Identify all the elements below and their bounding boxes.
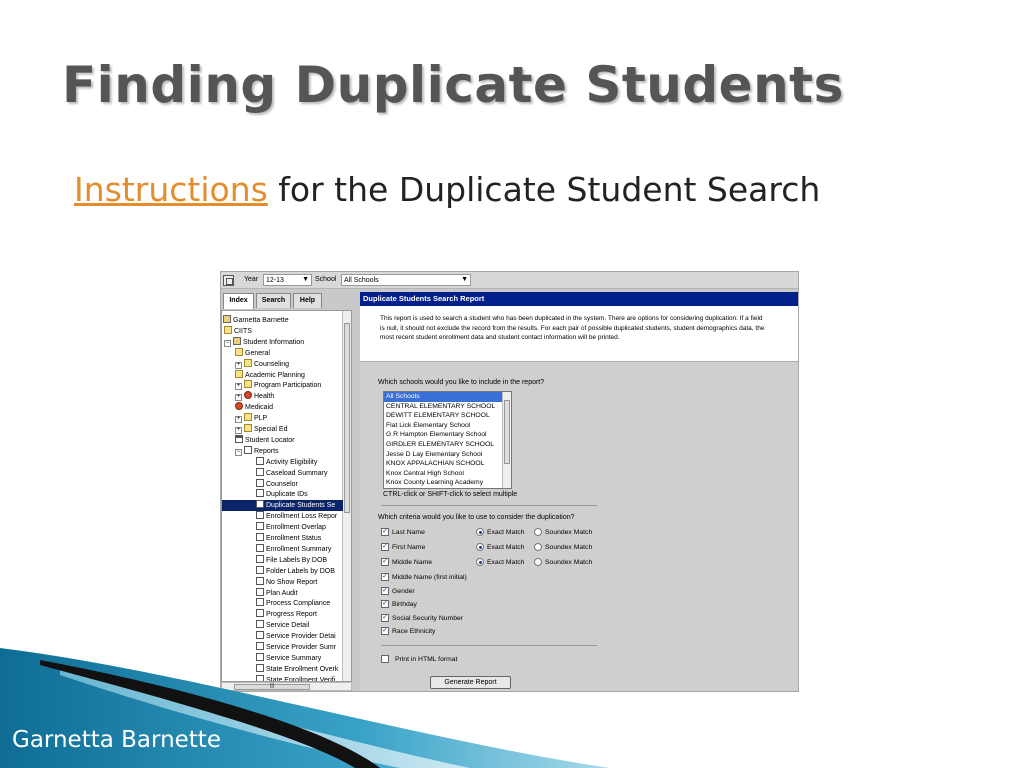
tree-item[interactable] <box>235 370 305 381</box>
tree-item[interactable] <box>256 479 298 490</box>
criteria-label: Middle Name <box>392 559 433 566</box>
tree-item-label: Student Locator <box>245 436 295 444</box>
medical-icon <box>244 391 252 399</box>
generate-report-button[interactable]: Generate Report <box>430 676 511 689</box>
document-icon <box>256 479 264 487</box>
school-label: School <box>315 276 337 283</box>
tree-item-label: Activity Eligibility <box>266 458 318 466</box>
html-format-label: Print in HTML format <box>395 656 458 663</box>
tree-item[interactable] <box>235 435 294 446</box>
slide-subtitle <box>74 170 820 209</box>
document-icon <box>256 533 264 541</box>
instructions-link[interactable]: Instructions <box>74 170 268 209</box>
soundex-match-label: Soundex Match <box>545 559 593 566</box>
criteria-label: Last Name <box>392 529 425 536</box>
school-option[interactable]: Knox Central High School <box>386 469 464 477</box>
document-icon <box>256 500 264 508</box>
criteria-label: Race Ethnicity <box>392 628 436 636</box>
tree-item[interactable] <box>256 609 317 620</box>
tree-item-label: Duplicate IDs <box>266 491 308 499</box>
collapse-icon[interactable]: − <box>236 448 241 455</box>
locator-icon <box>235 435 243 443</box>
tree-item[interactable] <box>256 533 321 544</box>
criteria-checkbox[interactable]: ✓ <box>382 573 388 580</box>
tree-item[interactable] <box>256 511 337 522</box>
tree-item-label: Enrollment Overlap <box>266 524 326 532</box>
document-icon <box>256 468 264 476</box>
soundex-match-label: Soundex Match <box>545 529 593 536</box>
school-option[interactable]: Knox County Learning Academy <box>386 479 484 487</box>
tree-item-label: File Labels By DOB <box>266 556 328 564</box>
school-option[interactable]: KNOX APPALACHIAN SCHOOL <box>386 460 485 468</box>
exact-match-label: Exact Match <box>487 559 525 566</box>
folder-icon <box>244 413 252 421</box>
tree-item-label: Student Information <box>243 338 305 346</box>
medical-icon <box>235 402 243 410</box>
document-icon <box>256 522 264 530</box>
school-option[interactable]: CENTRAL ELEMENTARY SCHOOL <box>386 402 496 410</box>
folder-icon <box>235 348 243 356</box>
tree-item-label: Enrollment Status <box>266 535 322 542</box>
criteria-checkbox[interactable]: ✓ <box>382 558 388 565</box>
folder-icon <box>224 326 232 334</box>
toolbar <box>221 272 799 289</box>
tree-item[interactable] <box>256 588 298 599</box>
expand-icon[interactable]: + <box>236 416 241 423</box>
tree-item[interactable] <box>235 380 321 391</box>
folder-icon <box>244 359 252 367</box>
folder-icon <box>244 380 252 388</box>
criteria-label: First Name <box>392 544 426 551</box>
tree-item[interactable] <box>235 446 279 457</box>
tree-item-label: Caseload Summary <box>266 469 328 477</box>
subtitle-text: for the Duplicate Student Search <box>267 170 821 209</box>
tree-item[interactable] <box>256 544 331 555</box>
tree-item[interactable] <box>235 391 274 402</box>
tree-item-label: Service Detail <box>266 622 310 630</box>
tree-item[interactable] <box>256 489 308 500</box>
criteria-checkbox[interactable]: ✓ <box>382 528 388 535</box>
tab-help[interactable]: Help <box>293 293 322 308</box>
tree-item-label: Counselor <box>266 480 298 488</box>
tree-item-label: Enrollment Loss Repor <box>266 513 338 521</box>
exact-match-label: Exact Match <box>487 529 525 536</box>
tree-item[interactable] <box>224 326 252 337</box>
tree-item[interactable] <box>256 598 330 609</box>
document-icon <box>256 620 264 628</box>
criteria-label: Gender <box>392 587 415 595</box>
slide-title: Finding Duplicate Students <box>62 56 844 114</box>
document-icon <box>256 566 264 574</box>
document-icon <box>256 588 264 596</box>
tree-item-label: Program Participation <box>254 382 322 390</box>
tree-item-label: Health <box>254 393 275 401</box>
schools-listbox[interactable] <box>383 391 512 489</box>
tree-item[interactable] <box>223 315 289 326</box>
school-select[interactable] <box>341 274 471 286</box>
school-option[interactable]: DEWITT ELEMENTARY SCHOOL <box>386 412 490 420</box>
home-icon <box>233 337 241 345</box>
expand-icon[interactable]: + <box>236 361 241 368</box>
criteria-checkbox[interactable]: ✓ <box>382 613 388 621</box>
document-icon <box>256 511 264 519</box>
soundex-match-radio[interactable] <box>534 558 542 566</box>
exact-match-label: Exact Match <box>487 544 525 551</box>
tree-item-label: Enrollment Summary <box>266 545 332 553</box>
criteria-checkbox[interactable]: ✓ <box>382 586 388 594</box>
soundex-match-label: Soundex Match <box>545 544 593 551</box>
folder-icon <box>235 370 243 378</box>
tree-item-label: State Enrollment Overk <box>266 665 339 673</box>
tree-item-label: Duplicate Students Se <box>266 502 336 510</box>
school-value: All Schools <box>344 277 379 284</box>
tree-scrollbar[interactable] <box>342 311 351 682</box>
school-option[interactable]: Flat Lick Elementary School <box>386 421 471 429</box>
document-icon <box>244 446 252 454</box>
year-value: 12-13 <box>266 277 284 284</box>
tree-item[interactable] <box>256 457 317 468</box>
expand-icon[interactable]: + <box>236 427 241 433</box>
scroll-thumb[interactable] <box>504 400 510 464</box>
document-icon <box>256 457 264 465</box>
multi-select-hint: CTRL-click or SHIFT-click to select multiple <box>383 491 518 498</box>
tree-item-label: Medicaid <box>245 404 274 412</box>
tree-item-label: Progress Report <box>266 611 317 619</box>
tree-item[interactable] <box>235 424 287 435</box>
tree-item[interactable] <box>256 577 317 588</box>
tree-item-label: Garnetta Barnette <box>233 317 289 324</box>
exact-match-radio[interactable] <box>476 558 484 566</box>
document-icon <box>256 489 264 497</box>
criteria-label: Middle Name (first initial) <box>392 574 467 581</box>
tree-item-label: State Enrollment Verifi <box>266 676 336 682</box>
expand-icon[interactable]: + <box>236 383 241 390</box>
criteria-checkbox[interactable]: ✓ <box>382 627 388 635</box>
schools-question: Which schools would you like to include in the report? <box>378 379 545 386</box>
tree-item[interactable] <box>256 566 335 577</box>
tree-item[interactable] <box>235 402 273 413</box>
chevron-down-icon: ▼ <box>461 276 468 283</box>
year-select[interactable] <box>263 274 312 286</box>
listbox-scrollbar[interactable] <box>502 392 511 488</box>
criteria-label: Birthday <box>392 601 417 609</box>
school-option[interactable]: Jesse D Lay Elementary School <box>386 450 483 458</box>
collapse-icon[interactable]: − <box>225 339 230 346</box>
document-icon <box>256 555 264 563</box>
tree-item-label: Special Ed <box>254 426 288 433</box>
soundex-match-radio[interactable] <box>534 543 542 551</box>
tree-item-label: Service Summary <box>266 654 322 662</box>
year-label: Year <box>244 276 259 283</box>
tree-item[interactable] <box>235 413 267 424</box>
report-description: This report is used to search a student who has been duplicated in the system. There are options for considering duplication: If a field is null, it should not exclude the record from the results. For each pair of possible duplicated students, student demographics data, the most recent student enrollment data and student contact information will be printed. <box>360 306 798 362</box>
document-icon <box>256 609 264 617</box>
tab-index[interactable]: Index <box>223 293 254 309</box>
scroll-thumb[interactable]: ||| <box>234 684 310 690</box>
tree-item-label: Folder Labels by DOB <box>266 567 335 575</box>
document-icon <box>256 577 264 585</box>
criteria-question: Which criteria would you like to use to consider the duplication? <box>378 514 575 521</box>
expand-icon[interactable]: + <box>236 394 241 401</box>
tree-item-label: Counseling <box>254 360 290 368</box>
tree-item[interactable] <box>222 500 343 511</box>
tree-item[interactable] <box>256 468 327 479</box>
navigation-tree <box>221 310 352 682</box>
app-screenshot <box>220 271 799 692</box>
exact-match-radio[interactable] <box>476 528 484 536</box>
document-icon <box>256 598 264 606</box>
tree-item-label: CIITS <box>234 327 252 335</box>
soundex-match-radio[interactable] <box>534 528 542 536</box>
tree-item-label: Plan Audit <box>266 589 298 597</box>
folder-icon <box>244 424 252 432</box>
criteria-label: Social Security Number <box>392 614 464 622</box>
school-option[interactable]: GIRDLER ELEMENTARY SCHOOL <box>386 440 495 448</box>
tree-item-label: Process Compliance <box>266 600 331 608</box>
school-option[interactable]: G R Hampton Elementary School <box>386 431 487 439</box>
tree-item-label: PLP <box>254 415 268 423</box>
tab-search[interactable]: Search <box>256 293 291 308</box>
tree-item[interactable] <box>256 555 327 566</box>
window-icon[interactable] <box>223 275 234 286</box>
exact-match-radio[interactable] <box>476 543 484 551</box>
document-icon <box>256 544 264 552</box>
tree-item-label: No Show Report <box>266 578 318 586</box>
tree-item-label: Service Provider Sumr <box>266 644 337 651</box>
chevron-down-icon: ▼ <box>302 276 309 283</box>
scroll-thumb[interactable] <box>344 323 350 513</box>
footer-author: Garnetta Barnette <box>12 727 221 753</box>
tree-item-label: General <box>245 349 270 357</box>
report-header: Duplicate Students Search Report <box>360 292 798 306</box>
criteria-checkbox[interactable]: ✓ <box>382 600 388 608</box>
divider <box>381 505 597 506</box>
tree-item[interactable] <box>224 337 304 348</box>
tree-item[interactable] <box>235 348 270 359</box>
criteria-checkbox[interactable]: ✓ <box>382 543 388 550</box>
tree-item[interactable] <box>256 522 326 533</box>
home-icon <box>223 315 231 323</box>
tree-item-label: Academic Planning <box>245 371 305 379</box>
tree-item[interactable] <box>235 359 289 370</box>
tree-item-label: Service Provider Detai <box>266 633 336 641</box>
tree-item-label: Reports <box>254 447 279 455</box>
school-option[interactable]: All Schools <box>384 392 511 402</box>
